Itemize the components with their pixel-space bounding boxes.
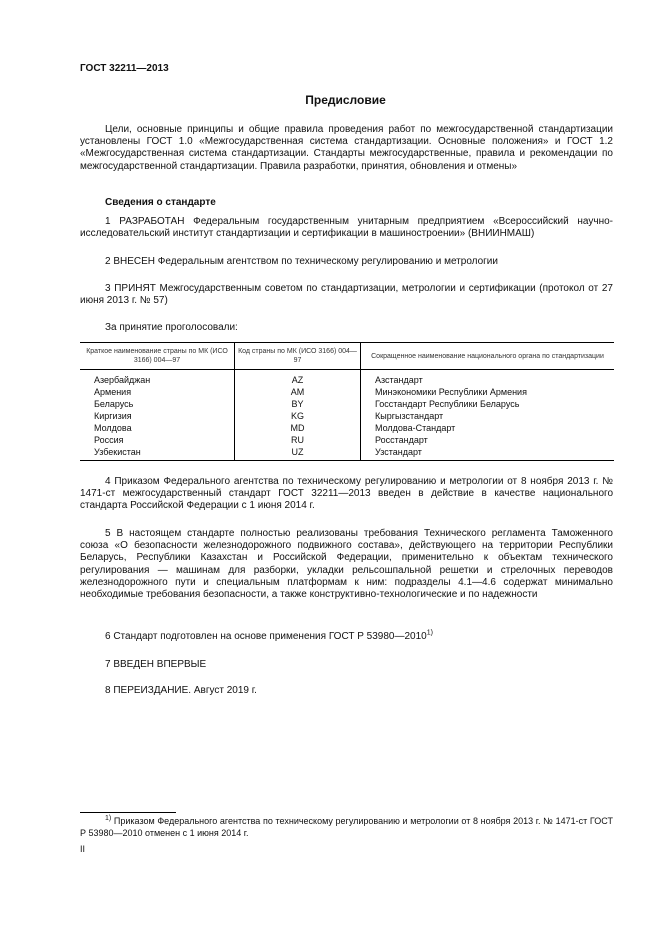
- intro-text: Цели, основные принципы и общие правила проведения работ по межгосударственной стандартизации установлены ГОСТ 1.0 «Межгосударственная система стандартизации. Основные положения» и ГОСТ 1.2 «Межгосударственная система стандартизации. Стандарты межгосударственные, правила и рекомендации по межгосударственной стандартизации. Правила разработки, принятия, обновления и отмены»: [80, 124, 613, 172]
- table-row: [80, 386, 614, 398]
- table-header-country: Краткое наименование страны по МК (ИСО 3166) 004—97: [80, 343, 235, 370]
- item-7-text: 7 ВВЕДЕН ВПЕРВЫЕ: [105, 659, 207, 670]
- item-2: [80, 256, 613, 268]
- table-header-code: Код страны по МК (ИСО 3166) 004—97: [235, 343, 361, 370]
- code-cell: BY: [235, 398, 361, 410]
- footnote-divider: [80, 812, 176, 813]
- table-row: [80, 434, 614, 446]
- table-row: [80, 398, 614, 410]
- item-6-text: 6 Стандарт подготовлен на основе применения ГОСТ Р 53980—2010: [105, 631, 427, 642]
- footnote-text: Приказом Федерального агентства по техническому регулированию и метрологии от 8 ноября 2013 г. № 1471-ст ГОСТ Р 53980—2010 отменен с 1 июня 2014 г.: [80, 816, 613, 838]
- item-1: [80, 216, 613, 240]
- intro-paragraph: [80, 124, 613, 173]
- body-cell: Кыргызстандарт: [375, 411, 444, 421]
- item-7: [80, 659, 613, 671]
- body-cell: Росстандарт: [375, 435, 428, 445]
- footnote-reference[interactable]: 1): [426, 629, 433, 637]
- item-8-text: 8 ПЕРЕИЗДАНИЕ. Август 2019 г.: [105, 685, 257, 696]
- code-cell: RU: [235, 434, 361, 446]
- code-cell: MD: [235, 422, 361, 434]
- code-cell: AZ: [235, 370, 361, 387]
- item-3: [80, 283, 613, 307]
- item-4-text: 4 Приказом Федерального агентства по техническому регулированию и метрологии от 8 ноября 2013 г. № 1471-ст межгосударственный стандарт ГОСТ 32211—2013 введен в действие в качестве национального стандарта Российской Федерации с 1 июня 2014 г.: [80, 476, 613, 512]
- table-row: [80, 410, 614, 422]
- country-cell: Беларусь: [80, 398, 235, 410]
- country-cell: Азербайджан: [80, 370, 235, 387]
- body-cell: Госстандарт Республики Беларусь: [375, 399, 520, 409]
- country-cell: Армения: [80, 386, 235, 398]
- item-2-text: 2 ВНЕСЕН Федеральным агентством по техническому регулированию и метрологии: [105, 256, 498, 267]
- body-cell: Азстандарт: [375, 375, 423, 385]
- item-1-text: 1 РАЗРАБОТАН Федеральным государственным унитарным предприятием «Всероссийский научно-исследовательский институт стандартизации и сертификации в машиностроении» (ВНИИНМАШ): [80, 216, 613, 240]
- footnote-mark: 1): [105, 815, 112, 822]
- page-title: Предисловие: [305, 93, 386, 107]
- table-header-body: Сокращенное наименование национального органа по стандартизации: [361, 343, 615, 370]
- item-4: [80, 476, 613, 513]
- item-8: [80, 685, 613, 697]
- section-subheading: Сведения о стандарте: [105, 197, 216, 208]
- voted-text: За принятие проголосовали:: [105, 322, 238, 333]
- country-cell: Молдова: [80, 422, 235, 434]
- table-row: [80, 370, 614, 387]
- body-cell: Узстандарт: [361, 446, 615, 461]
- country-cell: Россия: [80, 434, 235, 446]
- country-cell: Узбекистан: [80, 446, 235, 461]
- footnote: [80, 816, 613, 839]
- voted-line: [80, 322, 613, 334]
- body-cell: Минэкономики Республики Армения: [375, 387, 527, 397]
- document-code: ГОСТ 32211—2013: [80, 63, 169, 74]
- voting-table: [80, 342, 614, 461]
- table-row: [80, 446, 614, 461]
- item-6: [80, 631, 613, 643]
- page-number: II: [80, 844, 86, 854]
- item-3-text: 3 ПРИНЯТ Межгосударственным советом по стандартизации, метрологии и сертификации (протокол от 27 июня 2013 г. № 57): [80, 283, 613, 307]
- code-cell: UZ: [235, 446, 361, 461]
- table-row: [80, 422, 614, 434]
- code-cell: AM: [235, 386, 361, 398]
- country-cell: Киргизия: [80, 410, 235, 422]
- code-cell: KG: [235, 410, 361, 422]
- body-cell: Молдова-Стандарт: [375, 423, 456, 433]
- item-5: [80, 528, 613, 601]
- table-header-row: [80, 343, 614, 370]
- item-5-text: 5 В настоящем стандарте полностью реализованы требования Технического регламента Таможенного союза «О безопасности железнодорожного подвижного состава», действующего на территории Республики Беларусь, Республики Казахстан и Российской Федерации, применительно к объектам технического регулирования — машинам для разборки, укладки рельсошпальной решетки и стрелочных переводов железнодорожного пути и специальным платформам к ним: подразделы 4.1—4.6 содержат минимально необходимые требования безопасности, а также конструктивно-технологические и по надежности: [80, 528, 613, 601]
